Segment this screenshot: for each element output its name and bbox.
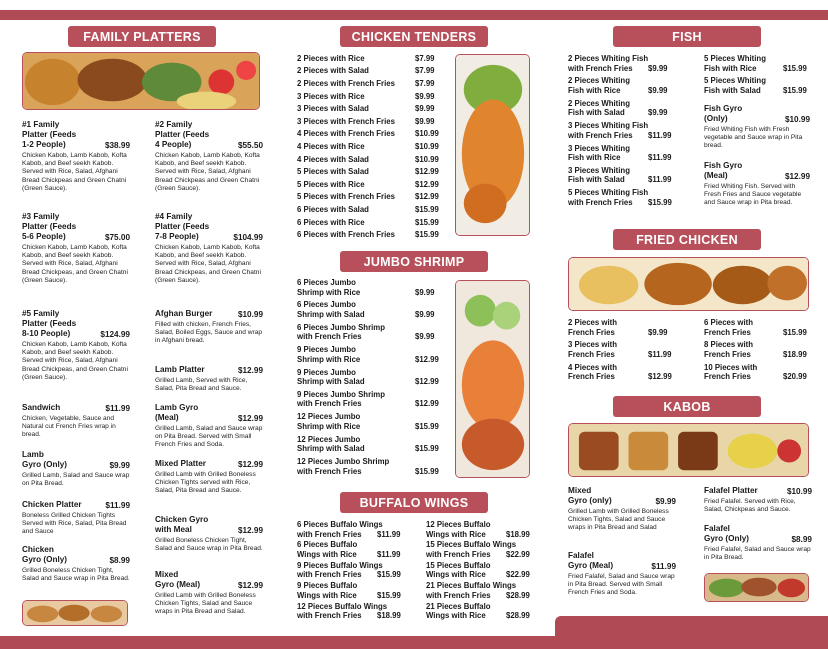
list-entry	[568, 76, 698, 95]
item-heading	[704, 161, 810, 181]
entry-price: $9.99	[415, 309, 435, 319]
list-entry	[704, 340, 814, 359]
item-heading	[22, 120, 130, 150]
item-name: #3 Family Platter (Feeds 5-6 People)	[22, 212, 77, 241]
entry-name: 15 Pieces Buffalo Wings with French Fries	[426, 540, 517, 559]
entry-price: $18.99	[783, 349, 807, 359]
item-name: Falafel Gyro (Only)	[704, 524, 750, 543]
wings-right-list	[426, 520, 552, 622]
item-price: $12.99	[784, 171, 810, 181]
item-heading	[155, 515, 263, 535]
entry-name: 9 Pieces Buffalo Wings with Rice	[297, 581, 358, 600]
item-name: Sandwich	[22, 403, 61, 412]
entry-name: 12 Pieces Buffalo Wings with French Fries	[297, 601, 388, 621]
item-price: $11.99	[651, 562, 676, 571]
menu-item	[155, 212, 263, 285]
tender-row	[297, 140, 443, 153]
entry-price: $9.99	[648, 327, 668, 337]
tender-name: 2 Pieces with Rice	[297, 53, 365, 63]
item-name: #5 Family Platter (Feeds 8-10 People)	[22, 309, 77, 338]
chicken-tenders-header: CHICKEN TENDERS	[340, 26, 488, 47]
menu-item	[155, 403, 263, 450]
list-entry	[426, 561, 552, 580]
list-entry	[568, 144, 698, 163]
list-entry	[704, 318, 814, 337]
item-description: Chicken Kabob, Lamb Kabob, Kofta Kabob, and Beef seekh Kabob. Served with Rice, Salad, Afghani Bread Chickpeas, and Green Chatni (Green Sauce).	[22, 244, 128, 284]
item-price: $11.99	[105, 404, 130, 413]
entry-name: 12 Pieces Buffalo Wings with Rice	[426, 520, 491, 539]
entry-name: 2 Pieces Whiting Fish with Salad	[568, 98, 630, 118]
entry-price: $12.99	[415, 354, 439, 364]
item-description: Grilled Lamb, Served with Rice, Salad, Pita Bread and Sauce.	[155, 377, 248, 393]
entry-name: 6 Pieces Buffalo Wings with French Fries	[297, 520, 383, 539]
entry-name: 5 Pieces Whiting Fish with Salad	[704, 76, 766, 95]
tender-price: $15.99	[415, 217, 439, 227]
item-name: Mixed Gyro (only)	[568, 486, 612, 505]
fish-gyro-item	[704, 161, 810, 208]
item-description: Grilled Lamb with Grilled Boneless Chicken Tights served with Rice, Salad, Pita Bread and Sauce.	[155, 471, 256, 495]
entry-name: 6 Pieces Jumbo Shrimp with Salad	[297, 300, 365, 319]
chicken-photo	[22, 600, 128, 626]
entry-price: $28.99	[506, 611, 530, 621]
entry-name: 6 Pieces Jumbo Shrimp with Rice	[297, 278, 361, 297]
item-heading	[155, 403, 263, 423]
tender-price: $7.99	[415, 78, 435, 88]
entry-price: $28.99	[506, 590, 530, 600]
fried-right-list	[704, 318, 814, 385]
item-name: #1 Family Platter (Feeds 1-2 People)	[22, 120, 77, 149]
item-description: Chicken Kabob, Lamb Kabob, Kofta Kabob, and Beef seekh Kabob. Served with Rice, Salad, Afghani Bread Chickpeas and Green Chatni (Green Sauce).	[155, 152, 260, 192]
entry-price: $22.99	[506, 549, 530, 559]
entry-name: 12 Pieces Jumbo Shrimp with Rice	[297, 412, 361, 431]
tender-row	[297, 102, 443, 115]
item-name: Fish Gyro (Only)	[704, 104, 743, 123]
kabob-item	[568, 486, 676, 533]
tender-row	[297, 153, 443, 166]
list-entry	[568, 318, 698, 337]
list-entry	[297, 412, 443, 431]
item-heading	[704, 104, 810, 124]
tender-price: $10.99	[415, 141, 439, 151]
entry-name: 2 Pieces with French Fries	[568, 318, 617, 337]
item-name: #2 Family Platter (Feeds 4 People)	[155, 120, 210, 149]
kabob-item	[704, 486, 812, 514]
item-description: Chicken Kabob, Lamb Kabob, Kofta Kabob, and Beef seekh Kabob. Served with Rice, Salad, Afghani Bread Chickpeas, and Green Chatni (Green Sauce).	[155, 244, 261, 284]
list-entry	[704, 363, 814, 382]
item-description: Fried Whiting Fish. Served with Fresh Fries and Sauce vegetable and Sauce wrap in Pita bread.	[704, 182, 802, 207]
menu-item	[22, 403, 130, 440]
item-price: $12.99	[237, 526, 263, 535]
entry-name: 6 Pieces Buffalo Wings with Rice	[297, 540, 358, 559]
item-heading	[22, 212, 130, 242]
item-heading	[22, 500, 130, 510]
tender-price: $9.99	[415, 104, 435, 114]
entry-name: 21 Pieces Buffalo Wings with French Fries	[426, 581, 517, 600]
tender-name: 6 Pieces with Salad	[297, 204, 369, 214]
entry-price: $11.99	[648, 153, 672, 163]
tender-price: $15.99	[415, 230, 439, 240]
kabob-item	[704, 524, 812, 562]
item-heading	[22, 309, 130, 339]
item-price: $55.50	[237, 141, 263, 150]
entry-price: $22.99	[506, 570, 530, 580]
menu-item	[155, 515, 263, 553]
tender-row	[297, 178, 443, 191]
tender-row	[297, 165, 443, 178]
item-price: $104.99	[233, 233, 263, 242]
kabob-item	[568, 551, 676, 598]
jumbo-shrimp-header: JUMBO SHRIMP	[340, 251, 488, 272]
item-heading	[704, 524, 812, 544]
tender-price: $12.99	[415, 167, 439, 177]
list-entry	[297, 345, 443, 364]
item-name: #4 Family Platter (Feeds 7-8 People)	[155, 212, 210, 241]
tender-name: 2 Pieces with French Fries	[297, 78, 395, 88]
entry-name: 10 Pieces with French Fries	[704, 362, 758, 382]
item-name: Chicken Gyro with Meal	[155, 515, 209, 534]
entry-name: 3 Pieces Whiting Fish with Salad	[568, 165, 630, 185]
list-entry	[297, 520, 423, 539]
fish-right-list	[704, 54, 814, 99]
entry-name: 3 Pieces Whiting Fish with Rice	[568, 143, 630, 163]
menu-item	[22, 309, 130, 382]
menu-item	[22, 450, 130, 488]
entry-price: $12.99	[415, 377, 439, 387]
entry-name: 2 Pieces Whiting Fish with French Fries	[568, 54, 649, 73]
entry-name: 3 Pieces with French Fries	[568, 340, 617, 359]
entry-name: 2 Pieces Whiting Fish with Rice	[568, 76, 630, 95]
item-heading	[155, 459, 263, 469]
list-entry	[297, 435, 443, 454]
entry-price: $9.99	[648, 63, 668, 73]
item-price: $12.99	[237, 581, 263, 590]
entry-name: 5 Pieces Whiting Fish with French Fries	[568, 188, 649, 207]
entry-name: 3 Pieces Whiting Fish with French Fries	[568, 121, 649, 140]
fish-gyro-list	[704, 104, 810, 217]
entry-price: $9.99	[415, 332, 435, 342]
item-price: $12.99	[237, 414, 263, 423]
item-heading	[22, 450, 130, 470]
item-name: Fish Gyro (Meal)	[704, 160, 743, 180]
item-name: Lamb Gyro (Only)	[22, 450, 68, 469]
item-heading	[155, 570, 263, 590]
menu-item	[22, 545, 130, 583]
entry-price: $15.99	[415, 444, 439, 454]
entry-name: 6 Pieces Jumbo Shrimp with French Fries	[297, 322, 385, 342]
item-description: Grilled Lamb with Grilled Boneless Chicken Tights, Salad and Sauce wraps in Pita Bread and Salad	[568, 508, 669, 532]
tender-row	[297, 203, 443, 216]
tender-name: 3 Pieces with Rice	[297, 91, 365, 101]
list-entry	[568, 54, 698, 73]
list-entry	[297, 457, 443, 476]
tender-price: $15.99	[415, 204, 439, 214]
entry-name: 21 Pieces Buffalo Wings with Rice	[426, 601, 491, 621]
item-price: $38.99	[104, 141, 130, 150]
menu-item	[155, 309, 263, 346]
tender-name: 2 Pieces with Salad	[297, 66, 369, 76]
kabob-photo	[568, 423, 809, 477]
item-heading	[568, 486, 676, 506]
item-name: Chicken Gyro (Only)	[22, 545, 68, 564]
tender-row	[297, 228, 443, 241]
list-entry	[297, 368, 443, 387]
entry-name: 15 Pieces Buffalo Wings with Rice	[426, 560, 491, 580]
entry-price: $15.99	[415, 466, 439, 476]
item-heading	[22, 545, 130, 565]
item-heading	[155, 120, 263, 150]
tender-row	[297, 191, 443, 204]
menu-item	[155, 365, 263, 393]
item-heading	[155, 212, 263, 242]
tender-name: 5 Pieces with French Fries	[297, 192, 395, 202]
item-name: Lamb Gyro (Meal)	[155, 403, 199, 422]
entry-name: 9 Pieces Jumbo Shrimp with Rice	[297, 345, 361, 364]
item-description: Chicken Kabob, Lamb Kabob, Kofta Kabob, and Beef seekh Kabob. Served with Rice, Salad, Afghani Bread Chickpeas and Green Chatni (Green Sauce).	[22, 152, 127, 192]
entry-price: $15.99	[648, 197, 672, 207]
wings-left-list	[297, 520, 423, 622]
tender-price: $10.99	[415, 129, 439, 139]
item-name: Afghan Burger	[155, 309, 213, 318]
fish-gyro-item	[704, 104, 810, 151]
tender-name: 4 Pieces with Salad	[297, 154, 369, 164]
list-entry	[568, 363, 698, 382]
fried-left-list	[568, 318, 698, 385]
tender-row	[297, 128, 443, 141]
family-platter-photo	[22, 52, 260, 110]
item-name: Falafel Platter	[704, 486, 758, 495]
tender-name: 4 Pieces with Rice	[297, 141, 365, 151]
entry-price: $20.99	[783, 372, 807, 382]
item-description: Fried Falafel, Salad and Sauce wrap in Pita Bread. Served with Small French Fries and Soda.	[568, 573, 675, 597]
tender-name: 5 Pieces with Salad	[297, 167, 369, 177]
list-entry	[426, 602, 552, 621]
fried-chicken-photo	[568, 257, 809, 311]
list-entry	[297, 561, 423, 580]
item-heading	[155, 309, 263, 319]
tender-price: $9.99	[415, 91, 435, 101]
item-name: Falafel Gyro (Meal)	[568, 551, 614, 570]
top-bar	[0, 10, 828, 20]
list-entry	[297, 602, 423, 621]
fish-header: FISH	[613, 26, 761, 47]
item-price: $12.99	[237, 366, 263, 375]
entry-name: 9 Pieces Jumbo Shrimp with Salad	[297, 367, 365, 387]
tender-row	[297, 216, 443, 229]
item-description: Grilled Lamb, Salad and Sauce wrap on Pita Bread.	[22, 472, 130, 488]
list-entry	[297, 278, 443, 297]
item-name: Lamb Platter	[155, 365, 205, 374]
entry-price: $15.99	[783, 85, 807, 95]
entry-price: $11.99	[648, 130, 672, 140]
entry-price: $11.99	[648, 349, 672, 359]
item-description: Grilled Boneless Chicken Tight, Salad and Sauce wrap in Pita Bread.	[155, 537, 263, 553]
item-name: Mixed Gyro (Meal)	[155, 570, 201, 589]
item-name: Mixed Platter	[155, 459, 206, 468]
tender-price: $7.99	[415, 53, 435, 63]
item-name: Chicken Platter	[22, 500, 82, 509]
item-price: $10.99	[786, 487, 812, 496]
entry-price: $18.99	[506, 529, 530, 539]
menu-item	[155, 459, 263, 496]
tender-name: 3 Pieces with Salad	[297, 104, 369, 114]
item-heading	[155, 365, 263, 375]
item-price: $9.99	[655, 497, 676, 506]
entry-price: $18.99	[377, 611, 401, 621]
item-description: Boneless Grilled Chicken Tights Served with Rice, Salad, Pita Bread and Sauce	[22, 512, 127, 536]
item-description: Fried Falafel. Served with Rice, Salad, Chickpeas and Sauce.	[704, 498, 796, 514]
list-entry	[704, 76, 814, 95]
list-entry	[568, 99, 698, 118]
item-heading	[568, 551, 676, 571]
entry-name: 9 Pieces Jumbo Shrimp with French Fries	[297, 389, 385, 409]
list-entry	[297, 390, 443, 409]
menu-item	[22, 212, 130, 285]
list-entry	[568, 121, 698, 140]
item-price: $10.99	[784, 115, 810, 124]
kabob-header: KABOB	[613, 396, 761, 417]
tender-name: 6 Pieces with French Fries	[297, 230, 395, 240]
falafel-photo	[704, 573, 809, 602]
tender-row	[297, 115, 443, 128]
menu-item	[22, 500, 130, 537]
fish-left-list	[568, 54, 698, 211]
item-description: Chicken Kabob, Lamb Kabob, Kofta Kabob, and Beef seekh Kabob. Served with Rice, Salad, Afghani Bread Chickpeas, and Green Chatni (Green Sauce).	[22, 341, 128, 381]
item-description: Filled with chicken, French Fries, Salad, Boiled Eggs, Sauce and wrap in Afghani bread.	[155, 321, 263, 345]
shrimp-list	[297, 278, 443, 479]
tenders-photo	[455, 54, 530, 236]
tenders-list	[297, 52, 443, 241]
item-description: Grilled Lamb, Salad and Sauce wrap on Pita Bread. Served with Small French Fries and Soda.	[155, 425, 263, 449]
item-price: $11.99	[105, 501, 130, 510]
item-heading	[704, 486, 812, 496]
item-price: $8.99	[791, 535, 812, 544]
tender-name: 5 Pieces with Rice	[297, 179, 365, 189]
tender-row	[297, 77, 443, 90]
list-entry	[297, 300, 443, 319]
tender-row	[297, 90, 443, 103]
tender-price: $10.99	[415, 154, 439, 164]
item-description: Fried Falafel, Salad and Sauce wrap in Pita Bread.	[704, 546, 811, 562]
item-price: $12.99	[237, 460, 263, 469]
tender-row	[297, 65, 443, 78]
tender-name: 4 Pieces with French Fries	[297, 129, 395, 139]
list-entry	[426, 581, 552, 600]
item-description: Fried Whiting Fish with Fresh vegetable and Sauce wrap in Pita bread.	[704, 126, 803, 150]
item-description: Grilled Boneless Chicken Tight, Salad and Sauce wrap in Pita Bread.	[22, 567, 130, 583]
entry-price: $11.99	[377, 549, 401, 559]
entry-price: $12.99	[648, 372, 672, 382]
item-description: Chicken, Vegetable, Sauce and Natural cut French Fries wrap in bread.	[22, 415, 116, 439]
item-price: $10.99	[237, 310, 263, 319]
tender-row	[297, 52, 443, 65]
shrimp-photo	[455, 280, 530, 478]
entry-name: 8 Pieces with French Fries	[704, 340, 753, 359]
entry-price: $15.99	[415, 421, 439, 431]
list-entry	[568, 188, 698, 207]
menu-item	[155, 570, 263, 617]
family-platters-header: FAMILY PLATTERS	[68, 26, 216, 47]
list-entry	[297, 581, 423, 600]
entry-price: $11.99	[377, 529, 401, 539]
tender-price: $9.99	[415, 116, 435, 126]
tender-price: $12.99	[415, 179, 439, 189]
list-entry	[568, 340, 698, 359]
item-price: $75.00	[104, 233, 130, 242]
item-description: Grilled Lamb with Grilled Boneless Chicken Tights, Salad and Sauce wraps in Pita Bread and Salad.	[155, 592, 256, 616]
entry-price: $12.99	[415, 399, 439, 409]
fried-chicken-header: FRIED CHICKEN	[613, 229, 761, 250]
entry-price: $9.99	[415, 287, 435, 297]
list-entry	[568, 166, 698, 185]
tender-price: $7.99	[415, 66, 435, 76]
list-entry	[426, 540, 552, 559]
tender-price: $12.99	[415, 192, 439, 202]
entry-name: 9 Pieces Buffalo Wings with French Fries	[297, 560, 383, 580]
item-price: $124.99	[100, 330, 130, 339]
item-price: $8.99	[109, 556, 130, 565]
menu-item	[22, 120, 130, 193]
menu-item	[155, 120, 263, 193]
tender-name: 3 Pieces with French Fries	[297, 116, 395, 126]
entry-name: 5 Pieces Whiting Fish with Rice	[704, 54, 766, 73]
entry-name: 12 Pieces Jumbo Shrimp with Salad	[297, 434, 365, 454]
item-heading	[22, 403, 130, 413]
entry-price: $15.99	[783, 327, 807, 337]
bottom-tab	[555, 616, 828, 640]
entry-price: $15.99	[377, 570, 401, 580]
entry-name: 12 Pieces Jumbo Shrimp with French Fries	[297, 457, 390, 476]
item-price: $9.99	[109, 461, 130, 470]
entry-name: 6 Pieces with French Fries	[704, 318, 753, 337]
list-entry	[704, 54, 814, 73]
list-entry	[426, 520, 552, 539]
buffalo-wings-header: BUFFALO WINGS	[340, 492, 488, 513]
list-entry	[297, 323, 443, 342]
entry-price: $15.99	[377, 590, 401, 600]
entry-name: 4 Pieces with French Fries	[568, 362, 617, 382]
entry-price: $9.99	[648, 85, 668, 95]
tender-name: 6 Pieces with Rice	[297, 217, 365, 227]
list-entry	[297, 540, 423, 559]
entry-price: $15.99	[783, 63, 807, 73]
entry-price: $9.99	[648, 108, 668, 118]
entry-price: $11.99	[648, 175, 672, 185]
